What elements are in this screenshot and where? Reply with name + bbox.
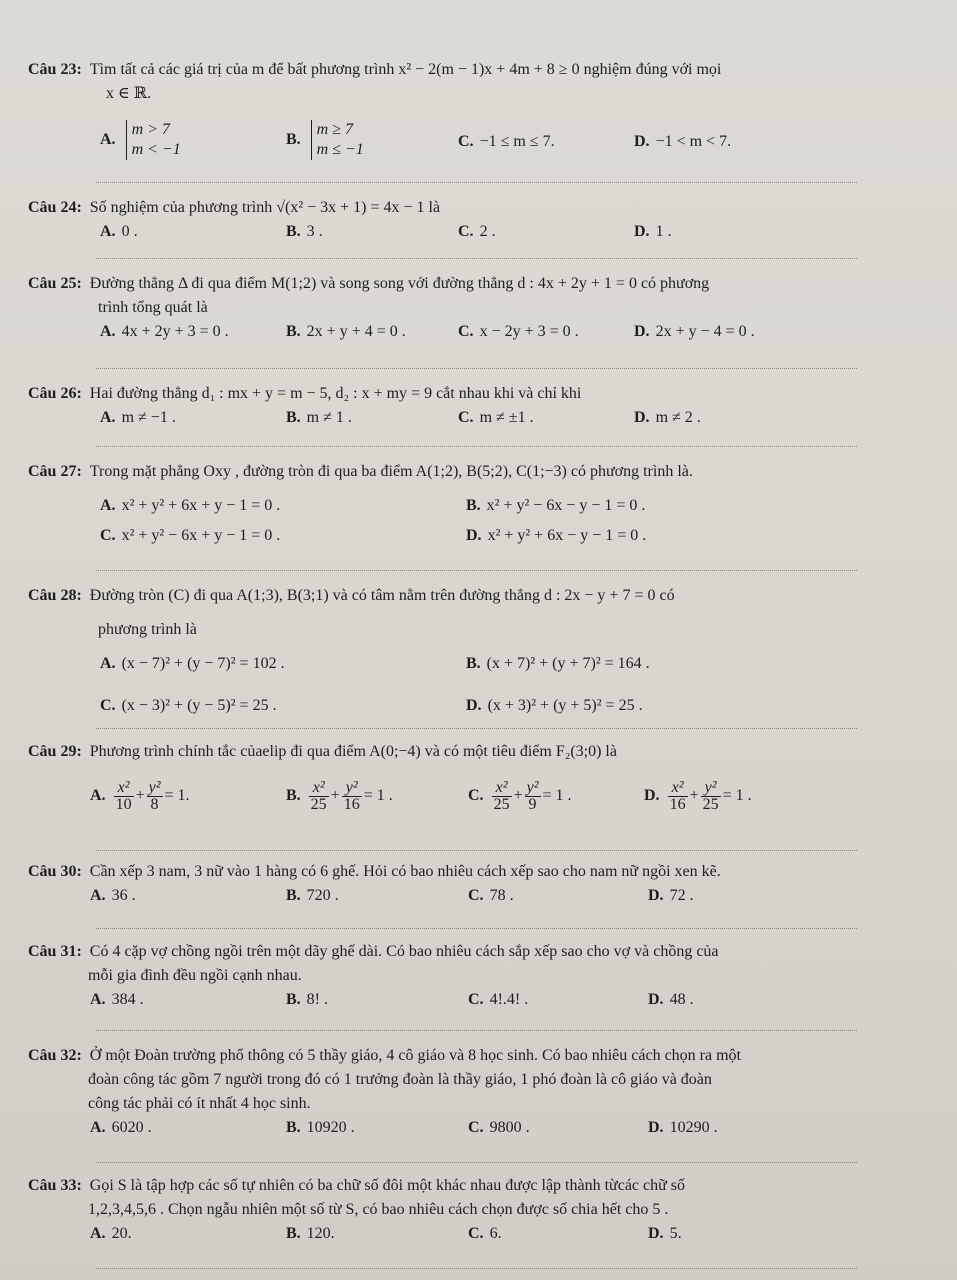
option-c[interactable] bbox=[100, 694, 277, 718]
question-number: Câu 27: bbox=[28, 463, 82, 480]
option-c[interactable] bbox=[458, 220, 496, 244]
question-text: Có 4 cặp vợ chồng ngồi trên một dãy ghế dài. Có bao nhiêu cách sắp xếp sao cho vợ và chồng của bbox=[89, 943, 719, 960]
option-letter: A. bbox=[100, 409, 116, 426]
option-c[interactable]: C. $\frac{\text{x²}}{25}$ + $\frac{\text{y²}}{9}$ = 1 . bbox=[468, 779, 572, 813]
option-letter: B. bbox=[466, 655, 481, 672]
option-letter: D. bbox=[634, 133, 650, 150]
question-text: Tìm tất cả các giá trị của m để bất phương trình x² − 2(m − 1)x + 4m + 8 ≥ 0 nghiệm đúng với mọi bbox=[89, 61, 722, 78]
option-letter: B. bbox=[286, 323, 301, 340]
option-tail: = 1 . bbox=[722, 787, 752, 805]
question-24 bbox=[28, 196, 917, 250]
question-text: Số nghiệm của phương trình √(x² − 3x + 1) = 4x − 1 là bbox=[89, 199, 441, 216]
option-letter: B. bbox=[286, 223, 301, 240]
question-text: Phương trình chính tắc củaelip đi qua điểm A(0;−4) và có một tiêu điểm F₂(3;0) là bbox=[89, 743, 617, 760]
option-letter: D. bbox=[648, 887, 664, 904]
option-text: m ≠ 2 . bbox=[655, 409, 701, 426]
fraction-x: $\frac{\text{x²}}{16}$ bbox=[669, 779, 686, 813]
option-letter: A. bbox=[100, 655, 116, 672]
option-text: 6020 . bbox=[111, 1119, 152, 1136]
option-d[interactable] bbox=[648, 1116, 718, 1140]
option-letter: A. bbox=[90, 887, 106, 904]
option-letter: D. bbox=[648, 1225, 664, 1242]
option-letter: C. bbox=[468, 1119, 484, 1136]
option-text: m ≠ 1 . bbox=[306, 409, 352, 426]
fraction-x: $\frac{\text{x²}}{25}$ bbox=[310, 779, 327, 813]
divider bbox=[96, 182, 857, 183]
fraction-y: $\frac{\text{y²}}{8}$ bbox=[148, 779, 161, 813]
option-a[interactable] bbox=[90, 884, 136, 908]
question-text: Đường thẳng Δ đi qua điểm M(1;2) và song song với đường thẳng d : 4x + 2y + 1 = 0 có phương bbox=[89, 275, 710, 292]
option-text: 9800 . bbox=[489, 1119, 530, 1136]
option-letter: D. bbox=[466, 697, 482, 714]
fraction-y: $\frac{\text{y²}}{25}$ bbox=[702, 779, 719, 813]
option-b[interactable] bbox=[286, 220, 323, 244]
question-number: Câu 23: bbox=[28, 61, 82, 78]
question-text-continued: đoàn công tác gồm 7 người trong đó có 1 trưởng đoàn là thầy giáo, 1 phó đoàn là cô giáo và đoàn bbox=[88, 1071, 712, 1088]
option-text: 2 . bbox=[479, 223, 496, 240]
option-letter: B. bbox=[286, 409, 301, 426]
option-letter: C. bbox=[468, 787, 484, 805]
divider bbox=[96, 570, 857, 571]
option-letter: C. bbox=[458, 223, 474, 240]
option-letter: C. bbox=[100, 697, 116, 714]
question-number: Câu 29: bbox=[28, 743, 82, 760]
option-letter: A. bbox=[100, 223, 116, 240]
option-c[interactable] bbox=[468, 1116, 530, 1140]
option-text: x − 2y + 3 = 0 . bbox=[479, 323, 579, 340]
option-b[interactable]: B. $\frac{\text{x²}}{25}$ + $\frac{\text{y²}}{16}$ = 1 . bbox=[286, 779, 393, 813]
option-text: 384 . bbox=[111, 991, 144, 1008]
option-c[interactable] bbox=[458, 130, 555, 154]
option-letter: B. bbox=[286, 1119, 301, 1136]
option-text: x² + y² − 6x − y − 1 = 0 . bbox=[486, 497, 646, 514]
option-letter: A. bbox=[90, 991, 106, 1008]
option-letter: B. bbox=[286, 887, 301, 904]
option-letter: D. bbox=[634, 409, 650, 426]
option-d[interactable] bbox=[466, 694, 643, 718]
option-text: (x − 7)² + (y − 7)² = 102 . bbox=[121, 655, 285, 672]
question-text-continued: mỗi gia đình đều ngồi cạnh nhau. bbox=[88, 967, 302, 984]
option-text: 120. bbox=[306, 1225, 335, 1242]
option-a[interactable] bbox=[100, 494, 280, 518]
question-number: Câu 32: bbox=[28, 1047, 82, 1064]
option-letter: B. bbox=[466, 497, 481, 514]
option-d[interactable] bbox=[634, 130, 731, 154]
option-letter: B. bbox=[286, 991, 301, 1008]
option-text: (x + 7)² + (y + 7)² = 164 . bbox=[486, 655, 650, 672]
option-b[interactable] bbox=[286, 320, 406, 344]
option-d[interactable] bbox=[634, 406, 701, 430]
question-text-continued: trình tổng quát là bbox=[98, 299, 208, 316]
option-letter: C. bbox=[468, 1225, 484, 1242]
question-number: Câu 28: bbox=[28, 587, 82, 604]
option-text: −1 ≤ m ≤ 7. bbox=[479, 133, 555, 150]
option-text: 2x + y + 4 = 0 . bbox=[306, 323, 406, 340]
option-letter: D. bbox=[634, 223, 650, 240]
option-a[interactable] bbox=[100, 406, 176, 430]
question-text-continued: x ∈ ℝ. bbox=[106, 85, 152, 102]
option-letter: C. bbox=[468, 991, 484, 1008]
option-text: 6. bbox=[489, 1225, 502, 1242]
question-26 bbox=[28, 382, 917, 436]
option-letter: A. bbox=[90, 1225, 106, 1242]
question-number: Câu 25: bbox=[28, 275, 82, 292]
option-tail: = 1 . bbox=[542, 787, 572, 805]
option-text: 0 . bbox=[121, 223, 138, 240]
option-letter: A. bbox=[90, 787, 106, 805]
option-letter: D. bbox=[466, 527, 482, 544]
question-text-continued: công tác phải có ít nhất 4 học sinh. bbox=[88, 1095, 311, 1112]
option-text: x² + y² − 6x + y − 1 = 0 . bbox=[121, 527, 281, 544]
divider bbox=[96, 446, 857, 447]
option-c[interactable] bbox=[458, 406, 534, 430]
option-text: x² + y² + 6x + y − 1 = 0 . bbox=[121, 497, 281, 514]
option-tail: = 1 . bbox=[363, 787, 393, 805]
option-b[interactable] bbox=[466, 494, 645, 518]
option-b[interactable] bbox=[286, 988, 328, 1012]
question-number: Câu 26: bbox=[28, 385, 82, 402]
fraction-x: $\frac{\text{x²}}{25}$ bbox=[493, 779, 510, 813]
option-letter: B. bbox=[286, 1225, 301, 1242]
option-text: −1 < m < 7. bbox=[655, 133, 732, 150]
question-32 bbox=[28, 1044, 917, 1146]
option-c[interactable] bbox=[458, 320, 579, 344]
option-a[interactable] bbox=[100, 320, 229, 344]
divider bbox=[96, 928, 857, 929]
option-a[interactable] bbox=[100, 120, 181, 160]
option-c[interactable] bbox=[100, 524, 280, 548]
option-letter: C. bbox=[100, 527, 116, 544]
question-number: Câu 33: bbox=[28, 1177, 82, 1194]
fraction-y: $\frac{\text{y²}}{9}$ bbox=[526, 779, 539, 813]
option-text: 20. bbox=[111, 1225, 132, 1242]
fraction-y: $\frac{\text{y²}}{16}$ bbox=[343, 779, 360, 813]
question-29 bbox=[28, 740, 917, 832]
option-d[interactable] bbox=[634, 220, 672, 244]
option-text: 8! . bbox=[306, 991, 328, 1008]
option-a[interactable] bbox=[90, 1116, 152, 1140]
option-text: 3 . bbox=[306, 223, 323, 240]
fraction-x: $\frac{\text{x²}}{10}$ bbox=[115, 779, 132, 813]
option-letter: D. bbox=[648, 991, 664, 1008]
question-text-continued: 1,2,3,4,5,6 . Chọn ngẫu nhiên một số từ S, có bao nhiêu cách chọn được số chia hết cho 5 . bbox=[88, 1201, 669, 1218]
option-letter: A. bbox=[100, 130, 116, 148]
question-23 bbox=[28, 58, 917, 170]
question-33 bbox=[28, 1174, 917, 1252]
option-d[interactable]: D. $\frac{\text{x²}}{16}$ + $\frac{\text{y²}}{25}$ = 1 . bbox=[644, 779, 752, 813]
divider bbox=[96, 1268, 857, 1269]
option-text: 10290 . bbox=[669, 1119, 718, 1136]
option-text: 10920 . bbox=[306, 1119, 355, 1136]
option-text: x² + y² + 6x − y − 1 = 0 . bbox=[487, 527, 647, 544]
question-text: Trong mặt phẳng Oxy , đường tròn đi qua ba điểm A(1;2), B(5;2), C(1;−3) có phương trình là. bbox=[89, 463, 693, 480]
option-a[interactable]: A. $\frac{\text{x²}}{10}$ + $\frac{\text{y²}}{8}$ = 1. bbox=[90, 779, 190, 813]
option-text: 36 . bbox=[111, 887, 136, 904]
question-number: Câu 30: bbox=[28, 863, 82, 880]
option-c[interactable] bbox=[468, 884, 514, 908]
option-text: 2x + y − 4 = 0 . bbox=[655, 323, 755, 340]
option-text: m ≠ −1 . bbox=[121, 409, 176, 426]
option-letter: A. bbox=[100, 497, 116, 514]
option-letter: C. bbox=[458, 133, 474, 150]
option-text: 48 . bbox=[669, 991, 694, 1008]
option-c[interactable] bbox=[468, 988, 528, 1012]
question-25 bbox=[28, 272, 917, 350]
option-d[interactable] bbox=[648, 988, 694, 1012]
question-text: Ở một Đoàn trường phổ thông có 5 thầy giáo, 4 cô giáo và 8 học sinh. Có bao nhiêu cách chọn ra một bbox=[89, 1047, 741, 1064]
option-a[interactable] bbox=[90, 988, 144, 1012]
option-letter: A. bbox=[90, 1119, 106, 1136]
option-text: (x + 3)² + (y + 5)² = 25 . bbox=[487, 697, 643, 714]
option-letter: B. bbox=[286, 787, 301, 805]
option-b[interactable] bbox=[286, 120, 364, 160]
option-tail: = 1. bbox=[164, 787, 190, 805]
option-letter: D. bbox=[634, 323, 650, 340]
option-letter: C. bbox=[458, 409, 474, 426]
option-b[interactable] bbox=[286, 884, 339, 908]
question-30 bbox=[28, 860, 917, 914]
option-b[interactable] bbox=[286, 1116, 355, 1140]
option-letter: C. bbox=[458, 323, 474, 340]
option-b[interactable] bbox=[466, 652, 650, 676]
option-text: 4x + 2y + 3 = 0 . bbox=[121, 323, 229, 340]
option-a[interactable] bbox=[100, 652, 285, 676]
option-c[interactable] bbox=[468, 1222, 502, 1246]
option-text: 78 . bbox=[489, 887, 514, 904]
question-number: Câu 31: bbox=[28, 943, 82, 960]
option-letter: C. bbox=[468, 887, 484, 904]
option-letter: B. bbox=[286, 130, 301, 148]
option-d[interactable] bbox=[648, 1222, 682, 1246]
question-27 bbox=[28, 460, 917, 554]
divider bbox=[96, 850, 857, 851]
question-text: Cần xếp 3 nam, 3 nữ vào 1 hàng có 6 ghế. Hỏi có bao nhiêu cách xếp sao cho nam nữ ngồi xen kẽ. bbox=[89, 863, 721, 880]
option-text: 720 . bbox=[306, 887, 339, 904]
option-a[interactable] bbox=[100, 220, 138, 244]
divider bbox=[96, 258, 857, 259]
option-letter: A. bbox=[100, 323, 116, 340]
option-d[interactable] bbox=[466, 524, 646, 548]
question-text: Gọi S là tập hợp các số tự nhiên có ba chữ số đôi một khác nhau được lập thành từcác chữ số bbox=[89, 1177, 686, 1194]
option-text: (x − 3)² + (y − 5)² = 25 . bbox=[121, 697, 277, 714]
option-letter: D. bbox=[644, 787, 660, 805]
option-text: 72 . bbox=[669, 887, 694, 904]
option-a[interactable] bbox=[90, 1222, 132, 1246]
option-text: 4!.4! . bbox=[489, 991, 529, 1008]
option-letter: D. bbox=[648, 1119, 664, 1136]
question-text: Hai đường thẳng d₁ : mx + y = m − 5, d₂ : x + my = 9 cắt nhau khi và chỉ khi bbox=[89, 385, 582, 402]
question-text-continued: phương trình là bbox=[98, 621, 197, 638]
divider bbox=[96, 1030, 857, 1031]
option-system: m > 7 m < −1 bbox=[126, 120, 181, 160]
option-system: m ≥ 7 m ≤ −1 bbox=[311, 120, 364, 160]
option-text: 1 . bbox=[655, 223, 672, 240]
option-b[interactable] bbox=[286, 1222, 335, 1246]
option-d[interactable] bbox=[634, 320, 755, 344]
option-b[interactable] bbox=[286, 406, 352, 430]
question-28 bbox=[28, 584, 917, 724]
option-d[interactable] bbox=[648, 884, 694, 908]
question-number: Câu 24: bbox=[28, 199, 82, 216]
divider bbox=[96, 1162, 857, 1163]
divider bbox=[96, 368, 857, 369]
option-text: m ≠ ±1 . bbox=[479, 409, 534, 426]
option-text: 5. bbox=[669, 1225, 682, 1242]
divider bbox=[96, 728, 857, 729]
question-text: Đường tròn (C) đi qua A(1;3), B(3;1) và có tâm nằm trên đường thẳng d : 2x − y + 7 = 0 có bbox=[89, 587, 675, 604]
question-31 bbox=[28, 940, 917, 1018]
